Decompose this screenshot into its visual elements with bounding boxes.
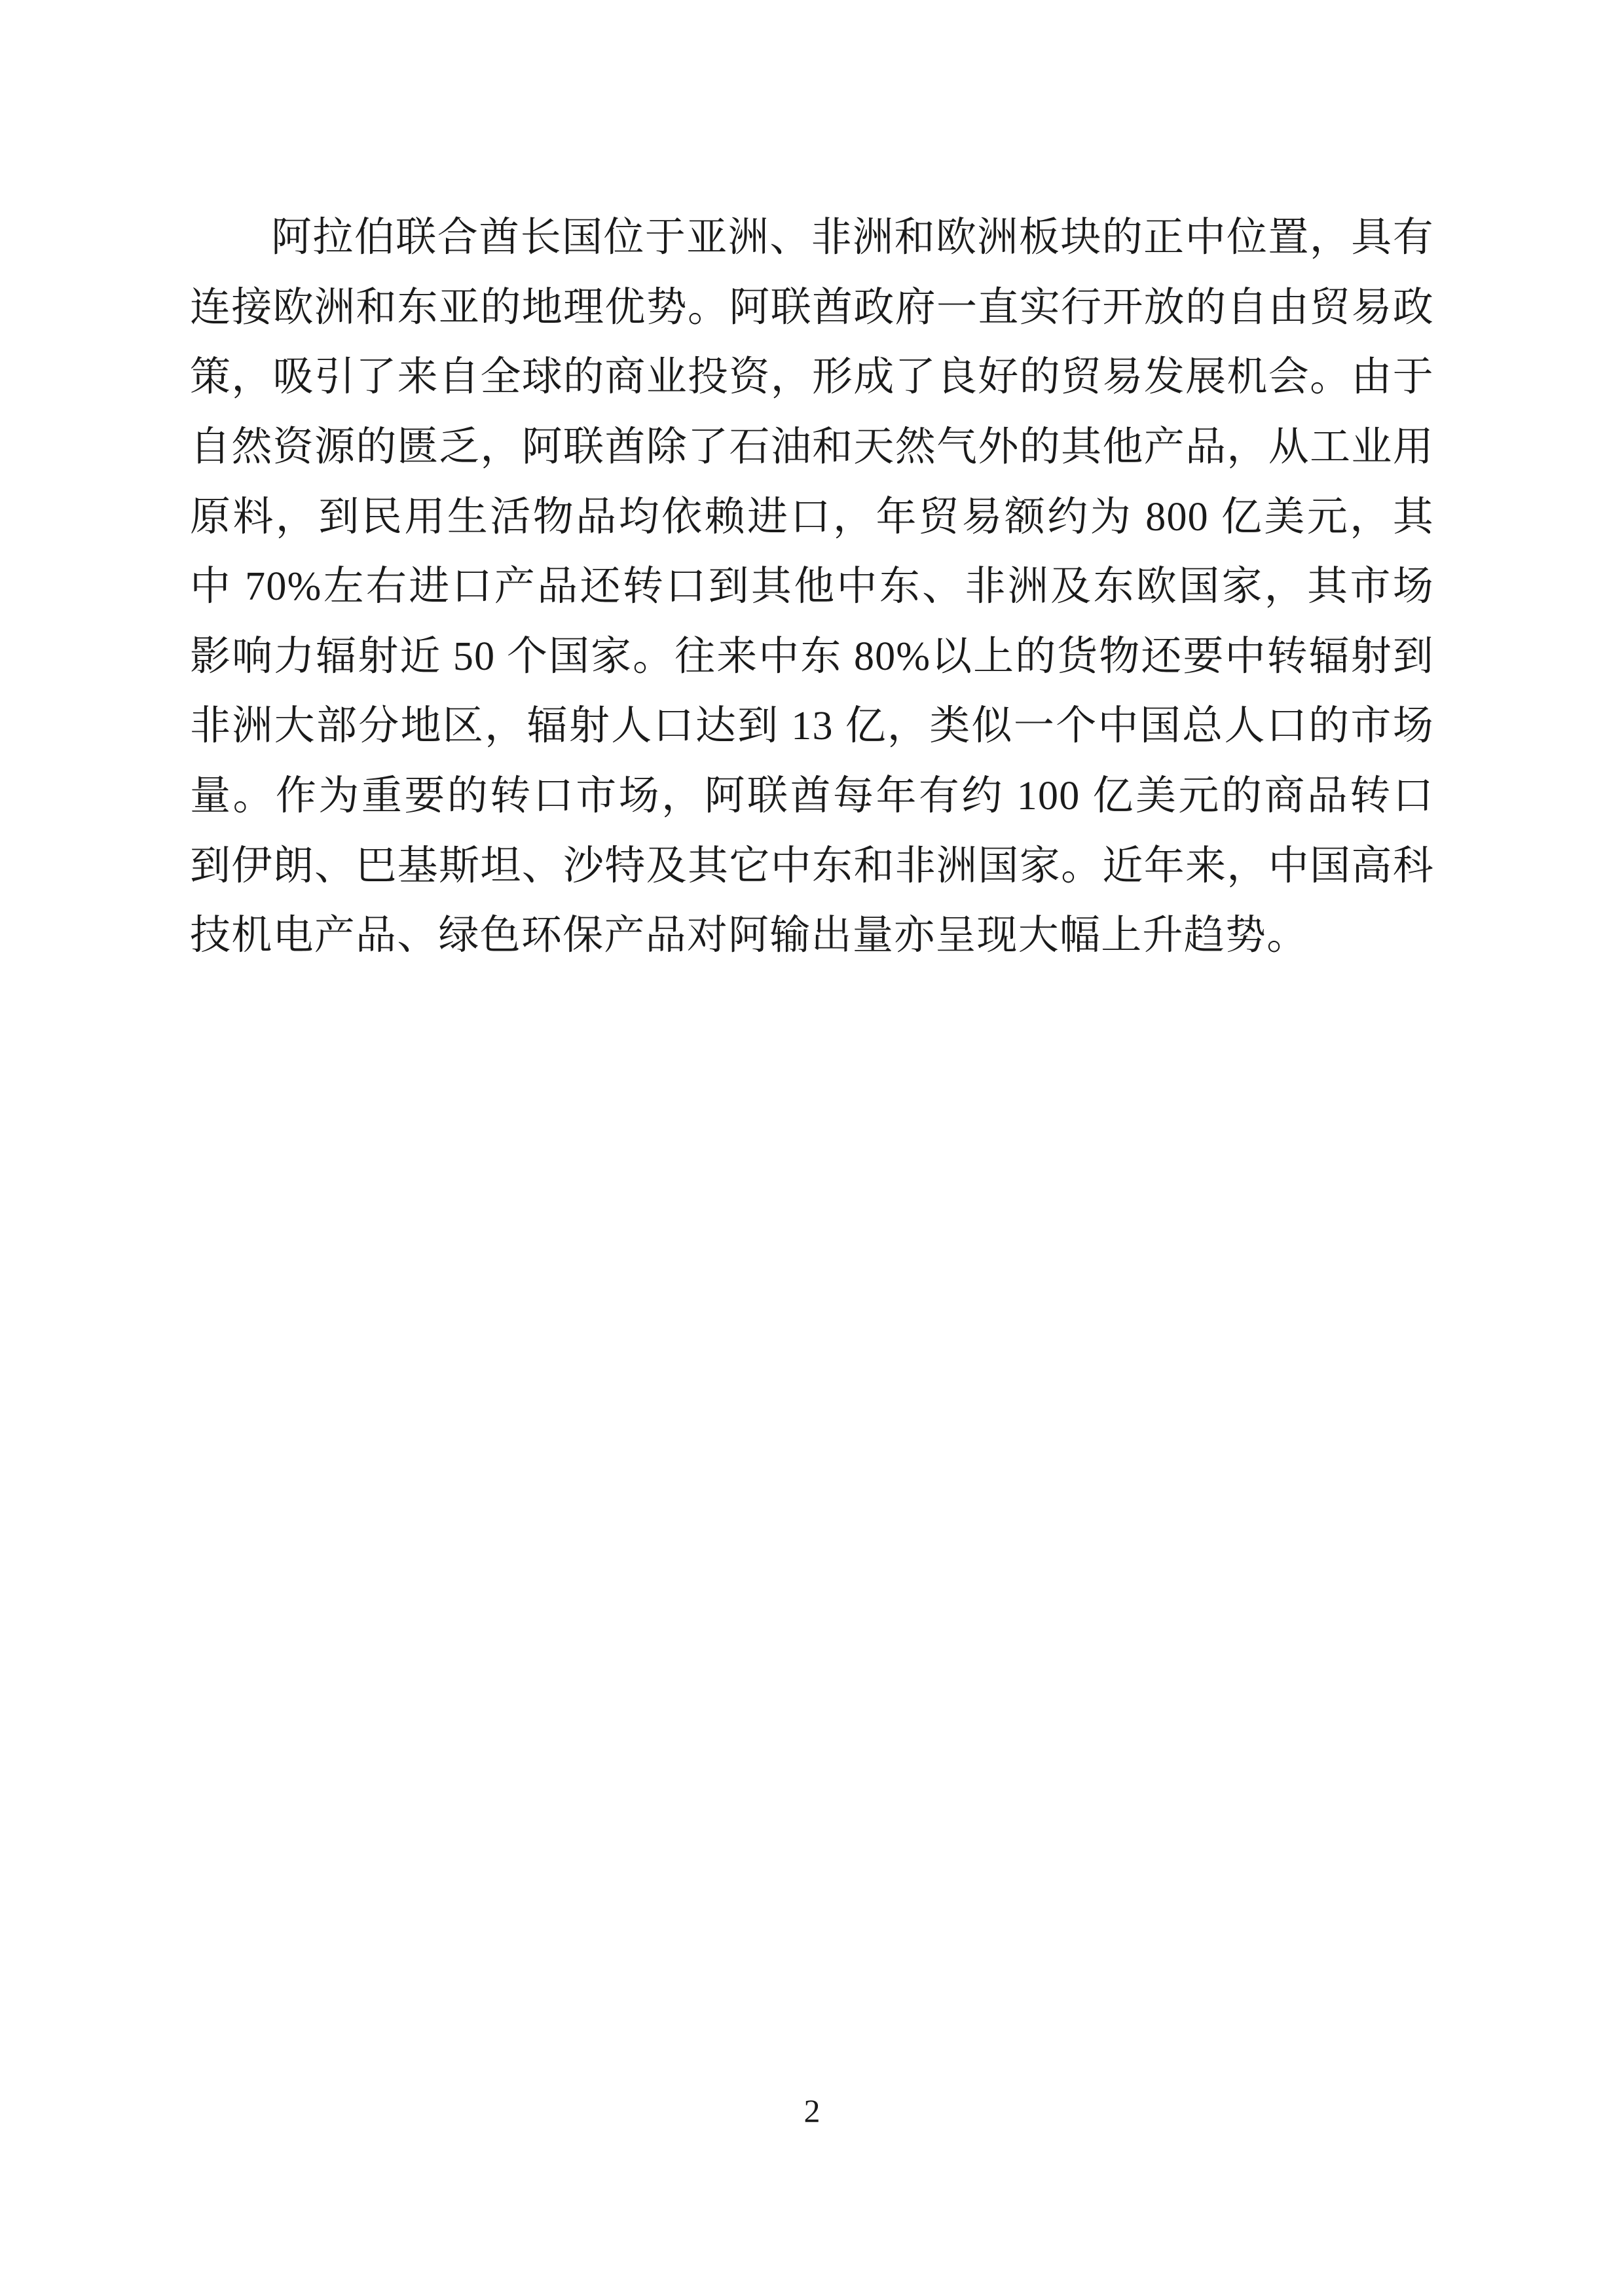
page-content (190, 203, 1434, 971)
page-number: 2 (803, 2092, 821, 2129)
body-paragraph: 阿拉伯联合酋长国位于亚洲、非洲和欧洲板块的正中位置，具有连接欧洲和东亚的地理优势。阿联酋政府一直实行开放的自由贸易政策，吸引了来自全球的商业投资，形成了良好的贸易发展机会。由于自然资源的匮乏，阿联酋除了石油和天然气外的其他产品，从工业用原料，到民用生活物品均依赖进口，年贸易额约为 800 亿美元，其中 70%左右进口产品还转口到其他中东、非洲及东欧国家，其市场影响力辐射近 50 个国家。往来中东 80%以上的货物还要中转辐射到非洲大部分地区，辐射人口达到 13 亿，类似一个中国总人口的市场量。作为重要的转口市场，阿联酋每年有约 100 亿美元的商品转口到伊朗、巴基斯坦、沙特及其它中东和非洲国家。近年来，中国高科技机电产品、绿色环保产品对阿输出量亦呈现大幅上升趋势。 (190, 215, 1434, 958)
